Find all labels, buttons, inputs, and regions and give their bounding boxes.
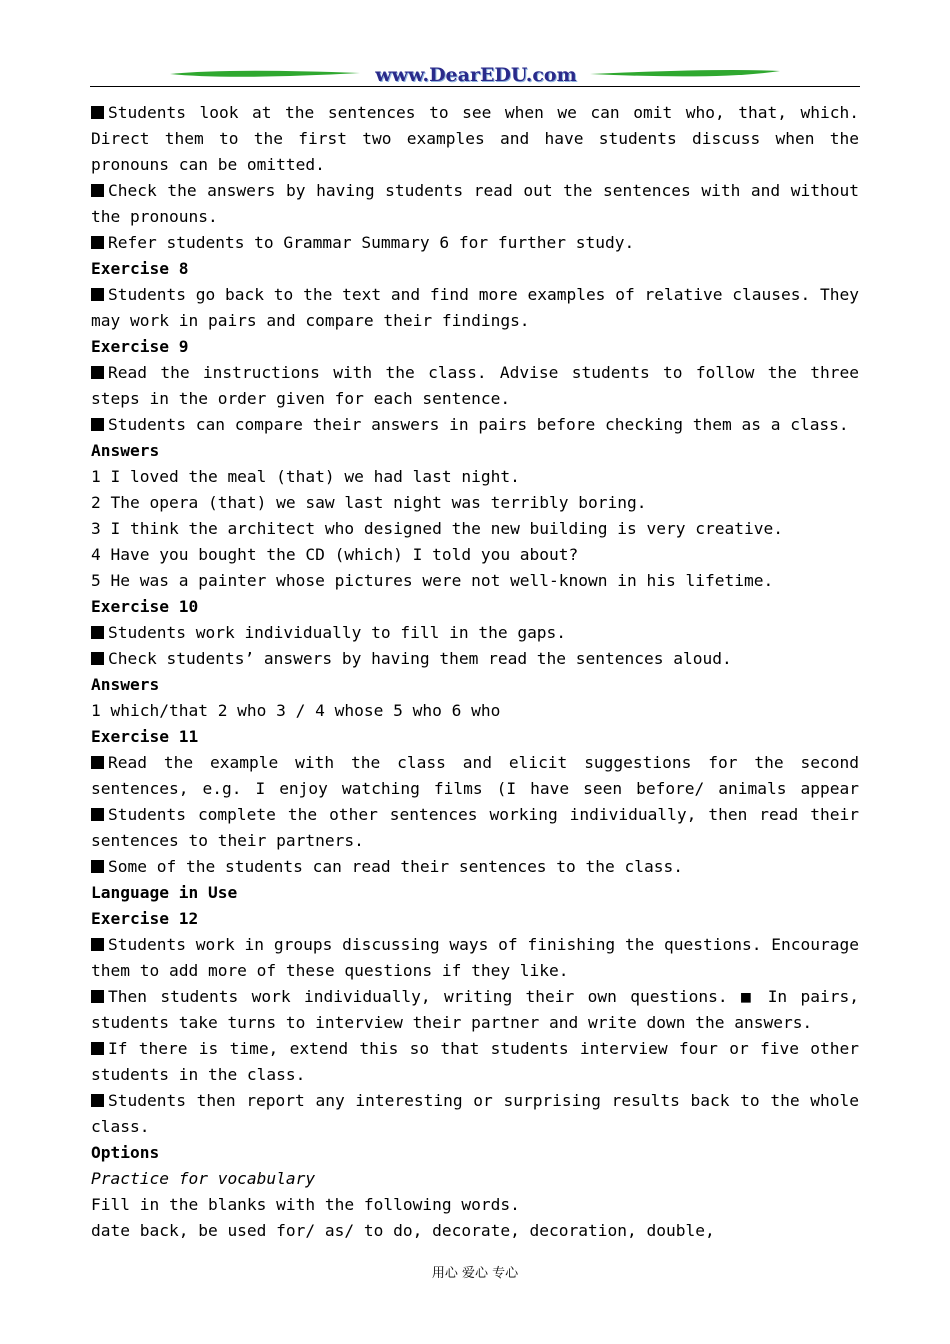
section-heading	[91, 334, 859, 360]
line-text: Students work individually to fill in the gaps.	[108, 623, 567, 642]
line-text: pronouns can be omitted.	[91, 155, 325, 174]
text-line	[91, 126, 859, 152]
line-text: Check students’ answers by having them read the sentences aloud.	[108, 649, 732, 668]
line-text: 4 Have you bought the CD (which) I told you about?	[91, 545, 579, 564]
text-line	[91, 750, 859, 776]
text-line	[91, 490, 859, 516]
square-bullet-icon	[91, 1042, 104, 1055]
line-text: Read the example with the class and elicit suggestions for the second	[108, 753, 859, 772]
page-header	[90, 60, 860, 90]
line-text: Exercise 10	[91, 597, 199, 616]
line-text: sentences to their partners.	[91, 831, 364, 850]
line-text: Exercise 8	[91, 259, 189, 278]
section-heading	[91, 880, 859, 906]
line-text: If there is time, extend this so that students interview four or five other	[108, 1039, 859, 1058]
text-line	[91, 932, 859, 958]
line-text: 2 The opera (that) we saw last night was terribly boring.	[91, 493, 647, 512]
text-line	[91, 1114, 859, 1140]
square-bullet-icon	[91, 990, 104, 1003]
square-bullet-icon	[91, 184, 104, 197]
square-bullet-icon	[91, 860, 104, 873]
text-line	[91, 386, 859, 412]
text-line	[91, 958, 859, 984]
line-text: Exercise 12	[91, 909, 199, 928]
square-bullet-icon	[91, 652, 104, 665]
text-line	[91, 802, 859, 828]
line-text: Students then report any interesting or surprising results back to the whole	[108, 1091, 859, 1110]
text-line	[91, 984, 859, 1010]
section-heading	[91, 672, 859, 698]
line-text: students take turns to interview their partner and write down the answers.	[91, 1013, 813, 1032]
square-bullet-icon	[91, 626, 104, 639]
section-heading	[91, 1140, 859, 1166]
line-text: 5 He was a painter whose pictures were not well-known in his lifetime.	[91, 571, 774, 590]
section-heading	[91, 594, 859, 620]
text-line	[91, 698, 859, 724]
line-text: 1 I loved the meal (that) we had last night.	[91, 467, 520, 486]
line-text: them to add more of these questions if they like.	[91, 961, 569, 980]
square-bullet-icon	[91, 938, 104, 951]
line-text: Students look at the sentences to see when we can omit who, that, which.	[108, 103, 859, 122]
text-line	[91, 620, 859, 646]
section-heading	[91, 256, 859, 282]
text-line	[91, 1088, 859, 1114]
text-line	[91, 1192, 859, 1218]
line-text: class.	[91, 1117, 150, 1136]
line-text: sentences, e.g. I enjoy watching films (I have seen before/ animals appear	[91, 779, 859, 798]
text-line	[91, 360, 859, 386]
line-text: Then students work individually, writing their own questions. ■ In pairs,	[108, 987, 859, 1006]
text-line	[91, 178, 859, 204]
header-rule	[90, 86, 860, 87]
line-text: date back, be used for/ as/ to do, decorate, decoration, double,	[91, 1221, 715, 1240]
line-text: Check the answers by having students read out the sentences with and without	[108, 181, 859, 200]
line-text: Some of the students can read their sentences to the class.	[108, 857, 683, 876]
square-bullet-icon	[91, 106, 104, 119]
section-heading	[91, 906, 859, 932]
green-swoosh-right	[590, 68, 780, 80]
line-text: Exercise 9	[91, 337, 189, 356]
line-text: Language in Use	[91, 883, 238, 902]
square-bullet-icon	[91, 418, 104, 431]
line-text: Fill in the blanks with the following words.	[91, 1195, 520, 1214]
line-text: Answers	[91, 441, 160, 460]
section-heading	[91, 724, 859, 750]
text-line	[91, 542, 859, 568]
square-bullet-icon	[91, 236, 104, 249]
text-line	[91, 828, 859, 854]
line-text: 3 I think the architect who designed the new building is very creative.	[91, 519, 783, 538]
text-line	[91, 152, 859, 178]
line-text: steps in the order given for each sentence.	[91, 389, 511, 408]
square-bullet-icon	[91, 288, 104, 301]
text-line	[91, 464, 859, 490]
text-line	[91, 282, 859, 308]
section-heading	[91, 438, 859, 464]
line-text: 1 which/that 2 who 3 / 4 whose 5 who 6 who	[91, 701, 501, 720]
text-line	[91, 230, 859, 256]
text-line	[91, 204, 859, 230]
text-line	[91, 1218, 859, 1244]
line-text: Students work in groups discussing ways of finishing the questions. Encourage	[108, 935, 859, 954]
text-line	[91, 100, 859, 126]
line-text: Exercise 11	[91, 727, 199, 746]
square-bullet-icon	[91, 756, 104, 769]
line-text: students in the class.	[91, 1065, 306, 1084]
text-line	[91, 854, 859, 880]
text-line	[91, 516, 859, 542]
text-line	[91, 1010, 859, 1036]
page-footer: 用心 爱心 专心	[431, 1266, 519, 1281]
square-bullet-icon	[91, 366, 104, 379]
line-text: Answers	[91, 675, 160, 694]
square-bullet-icon	[91, 808, 104, 821]
line-text: Students go back to the text and find more examples of relative clauses. They	[108, 285, 859, 304]
line-text: Students can compare their answers in pairs before checking them as a class.	[108, 415, 849, 434]
line-text: the pronouns.	[91, 207, 218, 226]
text-line	[91, 412, 859, 438]
line-text: Students complete the other sentences working individually, then read their	[108, 805, 859, 824]
line-text: Refer students to Grammar Summary 6 for further study.	[108, 233, 635, 252]
text-line	[91, 308, 859, 334]
text-line	[91, 1062, 859, 1088]
text-line	[91, 776, 859, 802]
line-text: Read the instructions with the class. Advise students to follow the three	[108, 363, 859, 382]
line-text: Direct them to the first two examples and have students discuss when the	[91, 129, 859, 148]
document-body	[91, 100, 859, 1244]
site-logo: www.DearEDU.com	[375, 64, 577, 86]
line-text: Options	[91, 1143, 160, 1162]
line-text: may work in pairs and compare their findings.	[91, 311, 530, 330]
square-bullet-icon	[91, 1094, 104, 1107]
text-line	[91, 1036, 859, 1062]
line-text: Practice for vocabulary	[91, 1169, 316, 1188]
green-swoosh-left	[170, 68, 360, 80]
text-line	[91, 1166, 859, 1192]
text-line	[91, 568, 859, 594]
text-line	[91, 646, 859, 672]
